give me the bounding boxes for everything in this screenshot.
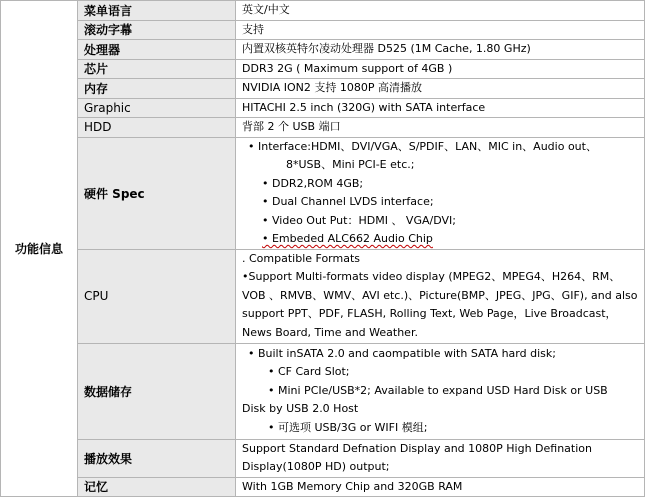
table-row — [1, 79, 645, 99]
group-label: 功能信息 — [1, 1, 78, 497]
row-value-data-storage — [236, 343, 645, 439]
row-value-playback-effect — [236, 439, 645, 477]
row-label-scrolling-caption: 滚动字幕 — [78, 20, 236, 40]
value-line: 支持 — [242, 22, 264, 36]
row-label-processor: 处理器 — [78, 40, 236, 60]
table-row — [1, 477, 645, 497]
value-line: • 可选项 USB/3G or WIFI 模组; — [268, 420, 428, 434]
row-value-chip — [236, 59, 645, 79]
value-line: • Mini PCIe/USB*2; Available to expand USD Hard Disk or USB — [268, 383, 608, 397]
value-line: Support Standard Defnation Display and 1080P High Defination — [242, 441, 592, 455]
row-value-memory — [236, 79, 645, 99]
table-row — [1, 20, 645, 40]
value-line: 背部 2 个 USB 端口 — [242, 120, 341, 133]
value-paragraph: •Support Multi-formats video display (MPEG2、MPEG4、H264、RM、VOB 、RMVB、WMV、AVI etc.)、Picture(BMP、JPEG、JPG、GIF), and also support PPT、PDF, FLASH, Rolling Text, Web Page，Live Broadcast，News Board, Time and Weather. — [242, 270, 638, 339]
row-label-hdd: HDD — [78, 118, 236, 138]
value-line: Disk by USB 2.0 Host — [242, 402, 359, 416]
row-value-graphic — [236, 98, 645, 118]
table-row — [1, 137, 645, 249]
row-label-graphic: Graphic — [78, 98, 236, 118]
value-line: . Compatible Formats — [242, 251, 361, 265]
row-label-data-storage: 数据储存 — [78, 343, 236, 439]
value-line: DDR3 2G ( Maximum support of 4GB ) — [242, 61, 453, 75]
table-row — [1, 343, 645, 439]
table-row — [1, 1, 645, 21]
value-line: Display(1080P HD) output; — [242, 460, 390, 473]
row-value-menu-language — [236, 1, 645, 21]
table-row — [1, 59, 645, 79]
row-label-menu-language: 菜单语言 — [78, 1, 236, 21]
table-row — [1, 40, 645, 60]
table-row — [1, 439, 645, 477]
value-line: NVIDIA ION2 支持 1080P 高清播放 — [242, 81, 422, 94]
value-line: • DDR2,ROM 4GB; — [262, 176, 364, 190]
value-line: HITACHI 2.5 inch (320G) with SATA interface — [242, 100, 486, 114]
value-line: • Dual Channel LVDS interface; — [262, 195, 434, 208]
value-line: • CF Card Slot; — [268, 365, 350, 379]
row-label-playback-effect: 播放效果 — [78, 439, 236, 477]
row-label-chip: 芯片 — [78, 59, 236, 79]
row-value-scrolling-caption — [236, 20, 645, 40]
value-line: 英文/中文 — [242, 3, 290, 16]
row-label-hardware-spec: 硬件 Spec — [78, 137, 236, 249]
row-value-hardware-spec — [236, 137, 645, 249]
value-line: 内置双核英特尔凌动处理器 D525 (1M Cache, 1.80 GHz) — [242, 42, 531, 55]
value-line: With 1GB Memory Chip and 320GB RAM — [242, 479, 463, 493]
row-value-processor — [236, 40, 645, 60]
row-value-hdd — [236, 118, 645, 138]
value-line: 8*USB、Mini PCI-E etc.; — [286, 158, 415, 171]
row-label-cpu: CPU — [78, 249, 236, 343]
row-label-memory-chip: 记忆 — [78, 477, 236, 497]
table-row — [1, 98, 645, 118]
row-label-memory: 内存 — [78, 79, 236, 99]
value-line: • Video Out Put：HDMI 、 VGA/DVI; — [262, 213, 456, 227]
table-row — [1, 118, 645, 138]
value-line: • Interface:HDMI、DVI/VGA、S/PDIF、LAN、MIC in、Audio out、 — [248, 139, 597, 153]
table-row — [1, 249, 645, 343]
value-line: • Built inSATA 2.0 and caompatible with SATA hard disk; — [248, 346, 556, 360]
row-value-cpu — [236, 249, 645, 343]
row-value-memory-chip — [236, 477, 645, 497]
value-line: • Embeded ALC662 Audio Chip — [262, 232, 433, 245]
